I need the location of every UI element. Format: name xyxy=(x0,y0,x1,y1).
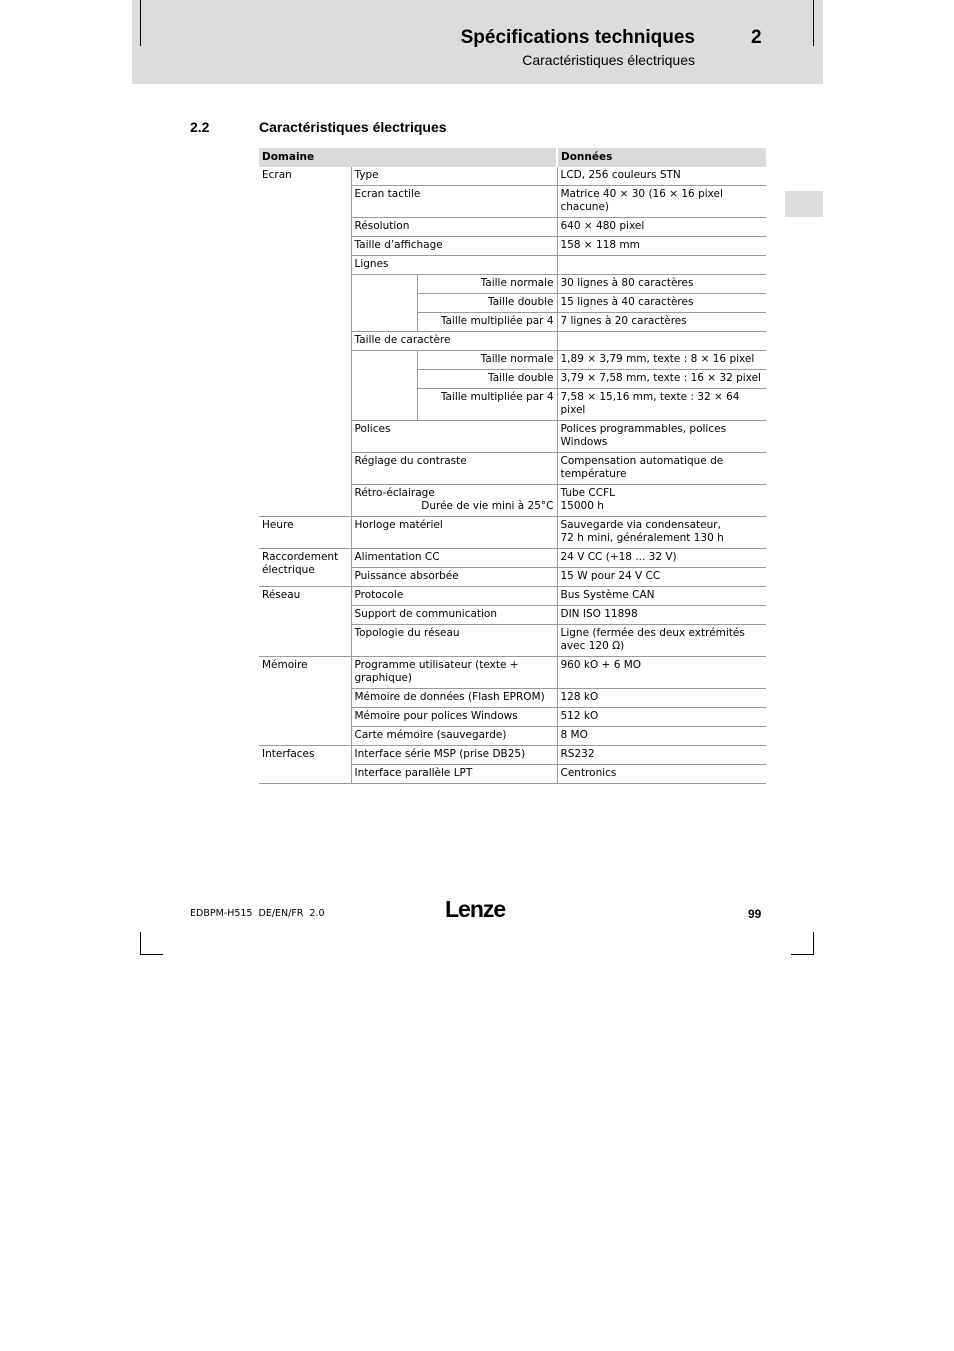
row-label: Support de communication xyxy=(351,606,557,625)
chapter-tab-marker xyxy=(785,191,823,217)
row-label: Ecran tactile xyxy=(351,186,557,218)
crop-mark-top-left xyxy=(140,0,141,46)
domain-cell: Raccordement électrique xyxy=(259,549,351,587)
row-value: 15 lignes à 40 caractères xyxy=(557,294,766,313)
specifications-table xyxy=(259,148,766,784)
row-value: LCD, 256 couleurs STN xyxy=(557,167,766,186)
row-value xyxy=(557,256,766,275)
row-sublabel: Taille multipliée par 4 xyxy=(417,389,557,421)
row-value: 7 lignes à 20 caractères xyxy=(557,313,766,332)
row-value-line: 72 h mini, généralement 130 h xyxy=(560,532,724,544)
row-value: 128 kO xyxy=(557,689,766,708)
row-label: Taille de caractère xyxy=(351,332,557,351)
row-value: Ligne (fermée des deux extrémités avec 120 Ω) xyxy=(557,625,766,657)
crop-mark-bottom-left-h xyxy=(140,954,163,955)
crop-mark-bottom-right-v xyxy=(813,932,814,955)
row-label: Réglage du contraste xyxy=(351,453,557,485)
indent-cell xyxy=(351,351,417,421)
document-id: EDBPM-H515 DE/EN/FR 2.0 xyxy=(190,908,325,919)
row-label: Protocole xyxy=(351,587,557,606)
row-label: Polices xyxy=(351,421,557,453)
domain-cell: Réseau xyxy=(259,587,351,657)
table-header-row xyxy=(259,148,766,167)
row-label: Mémoire de données (Flash EPROM) xyxy=(351,689,557,708)
row-value: Bus Système CAN xyxy=(557,587,766,606)
row-value: 158 × 118 mm xyxy=(557,237,766,256)
page-title: Spécifications techniques xyxy=(460,27,695,48)
row-value xyxy=(557,332,766,351)
crop-mark-bottom-left-v xyxy=(140,932,141,955)
row-label: Lignes xyxy=(351,256,557,275)
row-value: 3,79 × 7,58 mm, texte : 16 × 32 pixel xyxy=(557,370,766,389)
row-value: 24 V CC (+18 ... 32 V) xyxy=(557,549,766,568)
crop-mark-bottom-right-h xyxy=(791,954,814,955)
row-value: 30 lignes à 80 caractères xyxy=(557,275,766,294)
row-value xyxy=(557,517,766,549)
row-sublabel: Taille multipliée par 4 xyxy=(417,313,557,332)
row-label: Interface série MSP (prise DB25) xyxy=(351,746,557,765)
row-value: Polices programmables, polices Windows xyxy=(557,421,766,453)
chapter-number: 2 xyxy=(751,27,762,48)
table-row xyxy=(259,587,766,606)
table-row xyxy=(259,746,766,765)
row-value: RS232 xyxy=(557,746,766,765)
row-sublabel: Taille normale xyxy=(417,275,557,294)
domain-cell: Mémoire xyxy=(259,657,351,746)
row-value: Matrice 40 × 30 (16 × 16 pixel chacune) xyxy=(557,186,766,218)
row-value: Compensation automatique de température xyxy=(557,453,766,485)
row-sublabel: Durée de vie mini à 25°C xyxy=(421,500,554,512)
row-sublabel: Taille normale xyxy=(417,351,557,370)
row-label: Alimentation CC xyxy=(351,549,557,568)
indent-cell xyxy=(351,275,417,332)
section-number: 2.2 xyxy=(190,119,210,135)
section-title: Caractéristiques électriques xyxy=(259,119,447,135)
row-label: Interface parallèle LPT xyxy=(351,765,557,784)
row-label: Carte mémoire (sauvegarde) xyxy=(351,727,557,746)
row-value-line: Tube CCFL xyxy=(560,487,615,499)
row-value: 7,58 × 15,16 mm, texte : 32 × 64 pixel xyxy=(557,389,766,421)
row-label: Type xyxy=(351,167,557,186)
row-value: DIN ISO 11898 xyxy=(557,606,766,625)
row-value: 640 × 480 pixel xyxy=(557,218,766,237)
table-row xyxy=(259,517,766,549)
row-label: Topologie du réseau xyxy=(351,625,557,657)
row-value: 15 W pour 24 V CC xyxy=(557,568,766,587)
crop-mark-top-right xyxy=(813,0,814,46)
row-value xyxy=(557,485,766,517)
row-label xyxy=(351,485,557,517)
column-header-data: Données xyxy=(557,148,766,167)
table-row xyxy=(259,549,766,568)
row-value: 8 MO xyxy=(557,727,766,746)
row-value: Centronics xyxy=(557,765,766,784)
table-row xyxy=(259,167,766,186)
domain-cell: Heure xyxy=(259,517,351,549)
row-label: Taille d’affichage xyxy=(351,237,557,256)
row-label: Horloge matériel xyxy=(351,517,557,549)
page-number: 99 xyxy=(748,907,762,921)
row-value: 512 kO xyxy=(557,708,766,727)
row-label: Puissance absorbée xyxy=(351,568,557,587)
domain-cell: Interfaces xyxy=(259,746,351,784)
row-label: Programme utilisateur (texte + graphique) xyxy=(351,657,557,689)
row-label: Mémoire pour polices Windows xyxy=(351,708,557,727)
row-value: 1,89 × 3,79 mm, texte : 8 × 16 pixel xyxy=(557,351,766,370)
row-sublabel: Taille double xyxy=(417,370,557,389)
row-sublabel: Taille double xyxy=(417,294,557,313)
row-value-line: Sauvegarde via condensateur, xyxy=(560,519,721,531)
row-value: 960 kO + 6 MO xyxy=(557,657,766,689)
row-label: Résolution xyxy=(351,218,557,237)
column-header-domain: Domaine xyxy=(259,148,557,167)
row-value-line: 15000 h xyxy=(560,500,604,512)
domain-cell: Ecran xyxy=(259,167,351,517)
lenze-logo: Lenze xyxy=(445,896,506,922)
page-subtitle: Caractéristiques électriques xyxy=(522,52,695,68)
row-label-main: Rétro-éclairage xyxy=(354,487,435,499)
table-row xyxy=(259,657,766,689)
